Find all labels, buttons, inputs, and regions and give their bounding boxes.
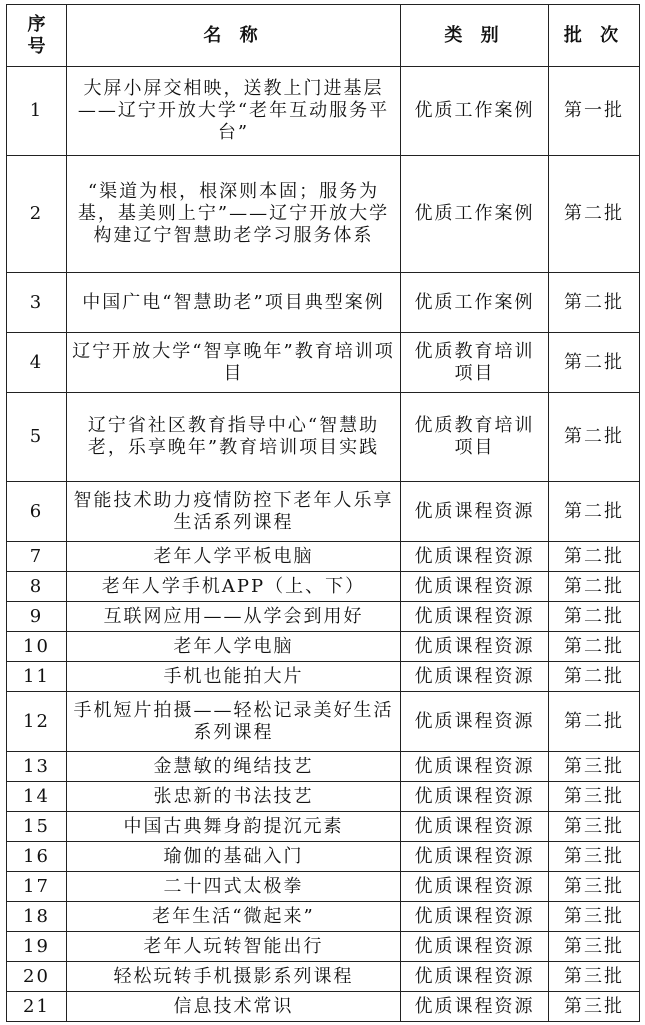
row-name: 中国广电“智慧助老”项目典型案例: [67, 273, 401, 333]
row-category: 优质课程资源: [401, 902, 549, 932]
row-batch: 第三批: [549, 902, 640, 932]
row-name: 辽宁开放大学“智享晚年”教育培训项目: [67, 333, 401, 393]
row-name: 互联网应用——从学会到用好: [67, 602, 401, 632]
row-name: 老年生活“微起来”: [67, 902, 401, 932]
row-name: 老年人学手机APP（上、下）: [67, 572, 401, 602]
row-batch: 第一批: [549, 67, 640, 156]
row-no: 17: [7, 872, 67, 902]
table-row: [7, 812, 640, 842]
row-batch: 第三批: [549, 962, 640, 992]
table-row: [7, 782, 640, 812]
row-no: 6: [7, 482, 67, 542]
row-batch: 第二批: [549, 273, 640, 333]
row-name: 手机短片拍摄——轻松记录美好生活系列课程: [67, 692, 401, 752]
row-name: 老年人学平板电脑: [67, 542, 401, 572]
row-batch: 第三批: [549, 992, 640, 1022]
table-row: [7, 572, 640, 602]
row-name: 信息技术常识: [67, 992, 401, 1022]
row-category: 优质课程资源: [401, 662, 549, 692]
row-name: 辽宁省社区教育指导中心“智慧助老，乐享晚年”教育培训项目实践: [67, 393, 401, 482]
row-category: 优质课程资源: [401, 602, 549, 632]
row-no: 21: [7, 992, 67, 1022]
row-no: 13: [7, 752, 67, 782]
row-batch: 第二批: [549, 692, 640, 752]
row-batch: 第三批: [549, 782, 640, 812]
row-name: 瑜伽的基础入门: [67, 842, 401, 872]
row-category: 优质课程资源: [401, 782, 549, 812]
row-no: 10: [7, 632, 67, 662]
table-row: [7, 692, 640, 752]
row-name: 中国古典舞身韵提沉元素: [67, 812, 401, 842]
row-category: 优质课程资源: [401, 932, 549, 962]
row-batch: 第三批: [549, 932, 640, 962]
row-name: 老年人学电脑: [67, 632, 401, 662]
row-category: 优质课程资源: [401, 572, 549, 602]
table-row: [7, 393, 640, 482]
row-no: 3: [7, 273, 67, 333]
table-row: [7, 273, 640, 333]
row-category: 优质课程资源: [401, 482, 549, 542]
row-batch: 第二批: [549, 632, 640, 662]
row-batch: 第三批: [549, 842, 640, 872]
row-no: 8: [7, 572, 67, 602]
row-no: 11: [7, 662, 67, 692]
row-no: 18: [7, 902, 67, 932]
row-category: 优质课程资源: [401, 692, 549, 752]
row-no: 4: [7, 333, 67, 393]
row-no: 7: [7, 542, 67, 572]
table-row: [7, 333, 640, 393]
row-name: 老年人玩转智能出行: [67, 932, 401, 962]
table-row: [7, 482, 640, 542]
row-category: 优质课程资源: [401, 542, 549, 572]
row-batch: 第三批: [549, 812, 640, 842]
row-no: 1: [7, 67, 67, 156]
row-name: 智能技术助力疫情防控下老年人乐享生活系列课程: [67, 482, 401, 542]
row-category: 优质课程资源: [401, 962, 549, 992]
row-no: 16: [7, 842, 67, 872]
table-row: [7, 67, 640, 156]
row-no: 19: [7, 932, 67, 962]
row-name: 手机也能拍大片: [67, 662, 401, 692]
row-category: 优质工作案例: [401, 67, 549, 156]
row-batch: 第二批: [549, 482, 640, 542]
row-no: 14: [7, 782, 67, 812]
table-row: [7, 872, 640, 902]
table-row: [7, 752, 640, 782]
table-row: [7, 842, 640, 872]
table-row: [7, 602, 640, 632]
row-name: 张忠新的书法技艺: [67, 782, 401, 812]
row-name: 二十四式太极拳: [67, 872, 401, 902]
row-name: 金慧敏的绳结技艺: [67, 752, 401, 782]
row-name: “渠道为根，根深则本固；服务为基，基美则上宁”——辽宁开放大学构建辽宁智慧助老学习服务体系: [67, 156, 401, 273]
row-category: 优质课程资源: [401, 992, 549, 1022]
row-no: 2: [7, 156, 67, 273]
table-row: [7, 632, 640, 662]
header-category: 类 别: [401, 5, 549, 67]
row-name: 大屏小屏交相映，送教上门进基层——辽宁开放大学“老年互动服务平台”: [67, 67, 401, 156]
table-row: [7, 992, 640, 1022]
header-no: 序号: [7, 5, 67, 67]
header-batch: 批 次: [549, 5, 640, 67]
table-row: [7, 156, 640, 273]
projects-table: [6, 4, 640, 1022]
table-row: [7, 932, 640, 962]
row-category: 优质教育培训项目: [401, 393, 549, 482]
row-no: 5: [7, 393, 67, 482]
row-category: 优质课程资源: [401, 872, 549, 902]
row-category: 优质课程资源: [401, 632, 549, 662]
row-batch: 第二批: [549, 662, 640, 692]
row-no: 9: [7, 602, 67, 632]
row-batch: 第二批: [549, 542, 640, 572]
row-no: 20: [7, 962, 67, 992]
header-name: 名 称: [67, 5, 401, 67]
row-batch: 第三批: [549, 752, 640, 782]
row-batch: 第二批: [549, 156, 640, 273]
table-row: [7, 542, 640, 572]
table-row: [7, 962, 640, 992]
row-batch: 第二批: [549, 393, 640, 482]
table-row: [7, 662, 640, 692]
row-batch: 第二批: [549, 602, 640, 632]
row-category: 优质工作案例: [401, 273, 549, 333]
row-batch: 第二批: [549, 572, 640, 602]
row-name: 轻松玩转手机摄影系列课程: [67, 962, 401, 992]
row-no: 12: [7, 692, 67, 752]
row-category: 优质工作案例: [401, 156, 549, 273]
row-category: 优质课程资源: [401, 752, 549, 782]
row-no: 15: [7, 812, 67, 842]
row-category: 优质课程资源: [401, 812, 549, 842]
row-category: 优质教育培训项目: [401, 333, 549, 393]
row-category: 优质课程资源: [401, 842, 549, 872]
row-batch: 第二批: [549, 333, 640, 393]
table-header-row: [7, 5, 640, 67]
row-batch: 第三批: [549, 872, 640, 902]
table-row: [7, 902, 640, 932]
